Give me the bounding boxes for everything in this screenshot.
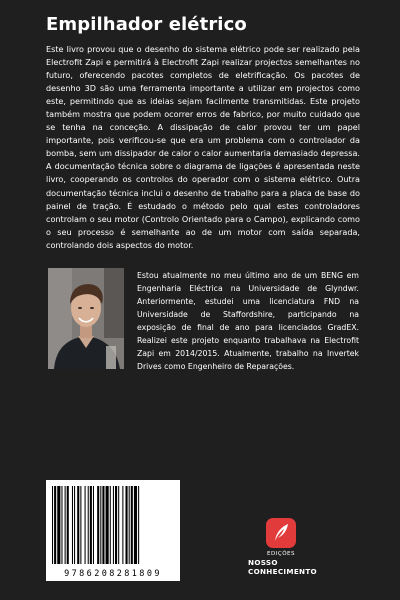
barcode-bars [52,486,174,564]
publisher-line1: EDIÇÕES [267,551,295,557]
author-bio: Estou atualmente no meu último ano de um BENG em Engenharia Eléctrica na Universidade de Glyndwr. Anteriormente, estudei uma licenciatura FND na Universidade de Staffordshire, participando na exposição de final de ano para licenciados GradEX. Realizei este projeto enquanto trabalhava na Electrofit Zapi em 2014/2015. Atualmente, trabalho na Invertek Drives como Engenheiro de Reparações. [137,271,359,371]
publisher-name: NOSSO CONHECIMENTO [248,558,317,576]
book-description: Este livro provou que o desenho do sistema elétrico pode ser realizado pela Electrofit Zapi e permitirá à Electrofit Zapi realizar projectos semelhantes no futuro, oferecendo pacotes completos de eletrificação. Os pacotes de desenho 3D são uma ferramenta importante a utilizar em projectos como este, permitindo que as ideias sejam facilmente transmitidas. Este projeto também mostra que podem ocorrer erros de fabrico, por muito cuidado que se tenha na conceção. A dissipação de calor provou ter um papel importante, pois verificou-se que era um problema com o controlador da bomba, sem um dissipador de calor o calor aumentaria demasiado depressa. A documentação técnica sobre o diagrama de ligações é apresentada neste livro, cooperando os controlos do operador com o sistema elétrico. Outra documentação técnica inclui o desenho de trabalho para a placa de base do painel de tração. É estudado o método pelo qual estes controladores controlam o seu motor (Controlo Orientado para o Campo), explicando como o seu processo é semelhante ao de um motor com saída separada, controlando dois aspectos do motor. [46,44,360,250]
isbn-number: 9786208281809 [64,569,162,579]
feather-icon [266,518,296,548]
author-photo [48,268,124,369]
barcode [46,480,180,581]
page-title: Empilhador elétrico [46,14,247,35]
publisher-logo [266,518,296,548]
